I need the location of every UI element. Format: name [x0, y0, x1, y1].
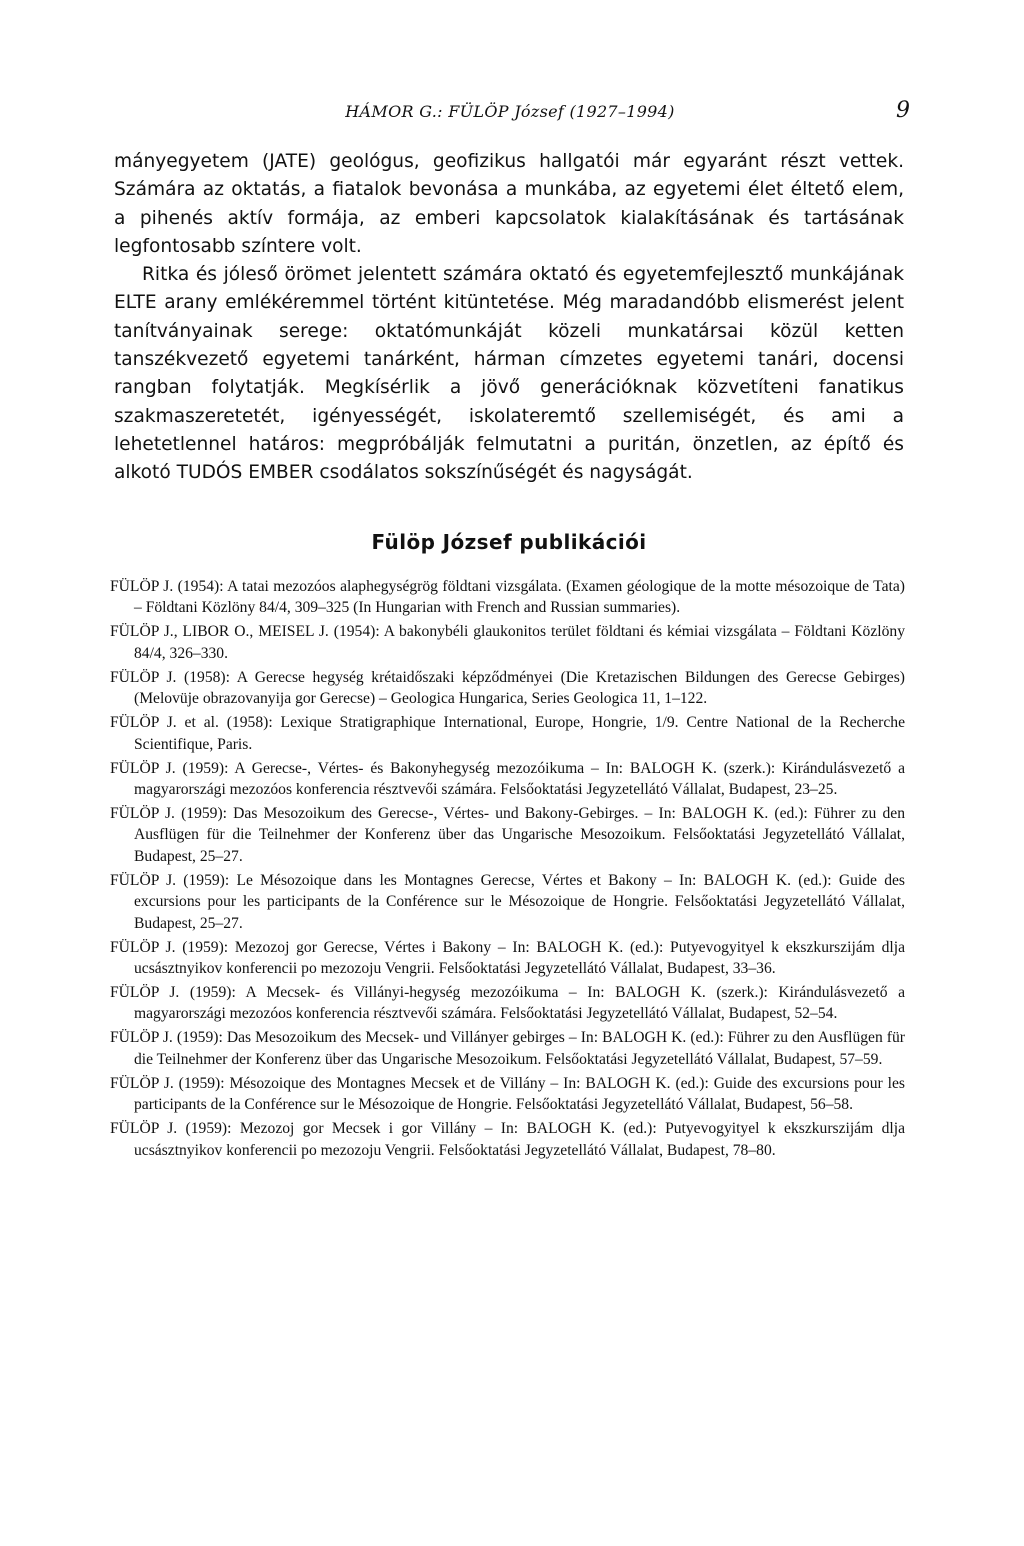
body-paragraph: Ritka és jóleső örömet jelentett számára oktató és egyetemfejlesztő munkájának ELTE arany emlékéremmel történt kitüntetése. Még maradandóbb elismerést jelent tanítványainak serege: oktatómunkáját közeli munkatársai közül ketten tanszékvezető egyetemi tanárként, hárman címzetes egyetemi tanári, docensi rangban folytatják. Megkísérlik a jövő generációknak közvetíteni fanatikus szakmaszeretetét, igényességét, iskolateremtő szellemiségét, és ami a lehetetlennel határos: megpróbálják felmutatni a puritán, önzetlen, az építő és alkotó TUDÓS EMBER csodálatos sokszínűségét és nagyságát.: [114, 264, 904, 484]
body-paragraph: mányegyetem (JATE) geológus, geofizikus hallgatói már egyaránt részt vettek. Számára az oktatás, a fiatalok bevonása a munkába, az egyetemi élet éltető elem, a pihenés aktív formája, az emberi kapcsolatok kialakításának és tartásának legfontosabb színtere volt.: [114, 151, 904, 257]
reference-item: FÜLÖP J. (1959): A Gerecse-, Vértes- és Bakonyhegység mezozóikuma – In: BALOGH K. (szerk.): Kirándulásvezető a magyarországi mezozóos konferencia résztvevői számára. Felsőoktatási Jegyzetellátó Vállalat, Budapest, 23–25.: [110, 759, 905, 799]
running-head: HÁMOR G.: FÜLÖP József (1927–1994): [345, 102, 675, 121]
reference-item: FÜLÖP J. (1959): A Mecsek- és Villányi-hegység mezozóikuma – In: BALOGH K. (szerk.): Kirándulásvezető a magyarországi mezozóos konferencia résztvevői számára. Felsőoktatási Jegyzetellátó Vállalat, Budapest, 52–54.: [110, 984, 905, 1023]
page-number: 9: [896, 98, 910, 123]
reference-item: FÜLÖP J. (1958): A Gerecse hegység krétaidőszaki képződményei (Die Kretazischen Bildungen des Gerecse Gebirges) (Melovüje obrazovanyija gor Gerecse) – Geologica Hungarica, Series Geologica 11, 1–122.: [110, 668, 905, 708]
reference-list: [110, 576, 905, 1164]
reference-item: FÜLÖP J. (1959): Mezozoj gor Gerecse, Vértes i Bakony – In: BALOGH K. (ed.): Putyevogyityel k ekszkurszijám dlja ucsásztnyikov konferencii po mezozoju Vengrii. Felsőoktatási Jegyzetellátó Vállalat, Budapest, 33–36.: [110, 938, 905, 978]
body-text: [114, 148, 904, 488]
reference-item: FÜLÖP J. (1954): A tatai mezozóos alaphegységrög földtani vizsgálata. (Examen géologique de la motte mésozoique de Tata) – Földtani Közlöny 84/4, 309–325 (In Hungarian with French and Russian summaries).: [110, 578, 905, 617]
reference-item: FÜLÖP J. (1959): Mezozoj gor Mecsek i gor Villány – In: BALOGH K. (ed.): Putyevogyityel k ekszkurszijám dlja ucsásztnyikov konferencii po mezozoju Vengrii. Felsőoktatási Jegyzetellátó Vállalat, Budapest, 78–80.: [110, 1120, 905, 1159]
reference-item: FÜLÖP J. (1959): Mésozoique des Montagnes Mecsek et de Villány – In: BALOGH K. (ed.): Guide des excursions pour les participants de la Conférence sur le Mésozoique de Hongrie. Felsőoktatási Jegyzetellátó Vállalat, Budapest, 56–58.: [110, 1074, 905, 1114]
reference-item: FÜLÖP J., LIBOR O., MEISEL J. (1954): A bakonybéli glaukonitos terület földtani és kémiai vizsgálata – Földtani Közlöny 84/4, 326–330.: [110, 623, 905, 662]
reference-item: FÜLÖP J. et al. (1958): Lexique Stratigraphique International, Europe, Hongrie, 1/9. Centre National de la Recherche Scientifique, Paris.: [110, 714, 905, 753]
section-title: Fülöp József publikációi: [371, 530, 647, 554]
reference-item: FÜLÖP J. (1959): Das Mesozoikum des Mecsek- und Villányer gebirges – In: BALOGH K. (ed.): Führer zu den Ausflügen für die Teilnehmer der Konferenz über das Ungarische Mesozoikum. Felsőoktatási Jegyzetellátó Vállalat, Budapest, 57–59.: [110, 1029, 905, 1068]
reference-item: FÜLÖP J. (1959): Le Mésozoique dans les Montagnes Gerecse, Vértes et Bakony – In: BALOGH K. (ed.): Guide des excursions pour les participants de la Conférence sur le Mésozoique de Hongrie. Felsőoktatási Jegyzetellátó Vállalat, Budapest, 25–27.: [110, 871, 905, 932]
reference-item: FÜLÖP J. (1959): Das Mesozoikum des Gerecse-, Vértes- und Bakony-Gebirges. – In: BALOGH K. (ed.): Führer zu den Ausflügen für die Teilnehmer der Konferenz über das Ungarische Mesozoikum. Felsőoktatási Jegyzetellátó Vállalat, Budapest, 25–27.: [110, 805, 905, 865]
